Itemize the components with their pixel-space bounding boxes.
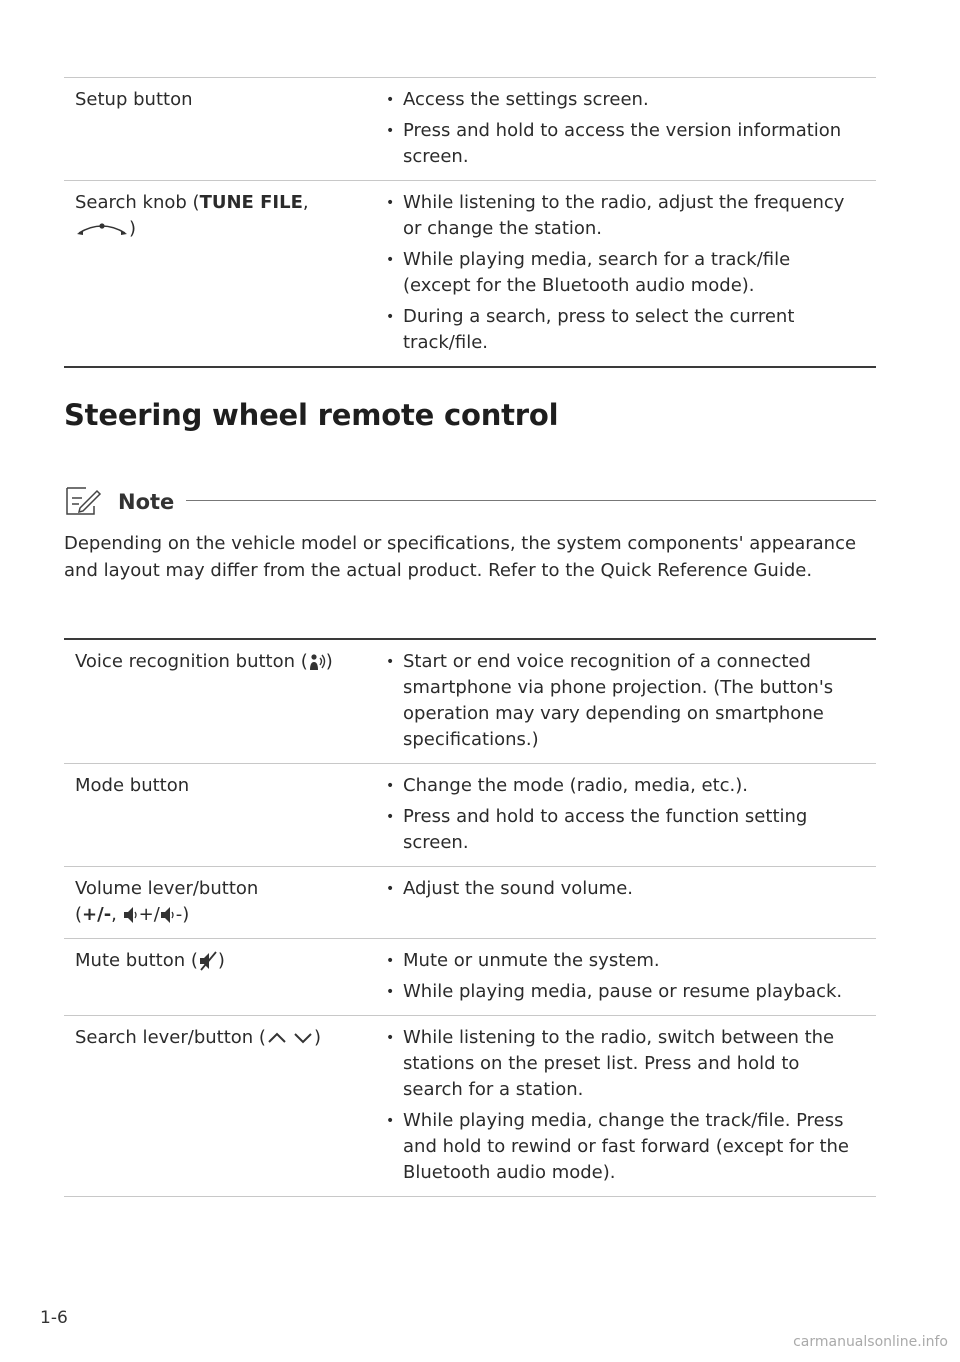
bullet-item: • Change the mode (radio, media, etc.). [383, 773, 862, 799]
mute-icon [198, 951, 218, 971]
speaker-icon [160, 906, 176, 924]
note-body: Depending on the vehicle model or specifications, the system components' appearance and layout may differ from the actual product. Refer to the Quick Reference Guide. [64, 533, 857, 581]
bullet-item: • Access the settings screen. [383, 87, 862, 113]
table-row [64, 867, 876, 939]
row-description [383, 764, 876, 867]
bullet-item: • During a search, press to select the current track/file. [383, 304, 862, 356]
bullet-item: • Mute or unmute the system. [383, 948, 862, 974]
bullet-item: • Start or end voice recognition of a connected smartphone via phone projection. (The button's operation may vary depending on smartphone specifications.) [383, 649, 862, 753]
table-row [64, 764, 876, 867]
row-label: Mode button [75, 775, 190, 796]
note-header [64, 484, 876, 524]
row-label: Volume lever/button (+/-, +/ -) [75, 878, 259, 925]
row-description [383, 181, 876, 368]
table-row [64, 939, 876, 1016]
bullet-item: • While playing media, change the track/file. Press and hold to rewind or fast forward (except for the Bluetooth audio mode). [383, 1108, 862, 1186]
section-title: Steering wheel remote control [64, 398, 559, 432]
table-row [64, 1016, 876, 1197]
row-label: Search lever/button ( ) [75, 1027, 321, 1048]
top-controls-table [64, 77, 876, 368]
row-label: Mute button ( ) [75, 950, 225, 971]
row-description [383, 867, 876, 939]
row-label: Search knob (TUNE FILE, ) [75, 192, 309, 239]
bullet-item: • While listening to the radio, adjust the frequency or change the station. [383, 190, 862, 242]
row-label: Setup button [75, 89, 193, 110]
chevron-up-icon [266, 1031, 288, 1045]
row-description [383, 639, 876, 764]
watermark: carmanualsonline.info [793, 1334, 948, 1350]
table-row [64, 181, 876, 368]
bullet-item: • While playing media, pause or resume playback. [383, 979, 862, 1005]
speaker-icon [123, 906, 139, 924]
note-title: Note [118, 490, 175, 514]
voice-recognition-icon [308, 652, 326, 672]
row-label: Voice recognition button ( ) [75, 651, 333, 672]
note-divider [186, 500, 876, 501]
note-pencil-icon [64, 484, 102, 518]
tune-knob-icon [75, 221, 129, 237]
row-description [383, 1016, 876, 1197]
bullet-item: • Adjust the sound volume. [383, 876, 862, 902]
table-row [64, 639, 876, 764]
row-description [383, 78, 876, 181]
bullet-item: • Press and hold to access the version information screen. [383, 118, 862, 170]
table-row [64, 78, 876, 181]
bullet-item: • While listening to the radio, switch between the stations on the preset list. Press and hold to search for a station. [383, 1025, 862, 1103]
steering-controls-table [64, 638, 876, 1197]
bullet-item: • While playing media, search for a track/file (except for the Bluetooth audio mode). [383, 247, 862, 299]
page-number: 1-6 [40, 1308, 68, 1328]
chevron-down-icon [292, 1031, 314, 1045]
bullet-item: • Press and hold to access the function setting screen. [383, 804, 862, 856]
row-description [383, 939, 876, 1016]
